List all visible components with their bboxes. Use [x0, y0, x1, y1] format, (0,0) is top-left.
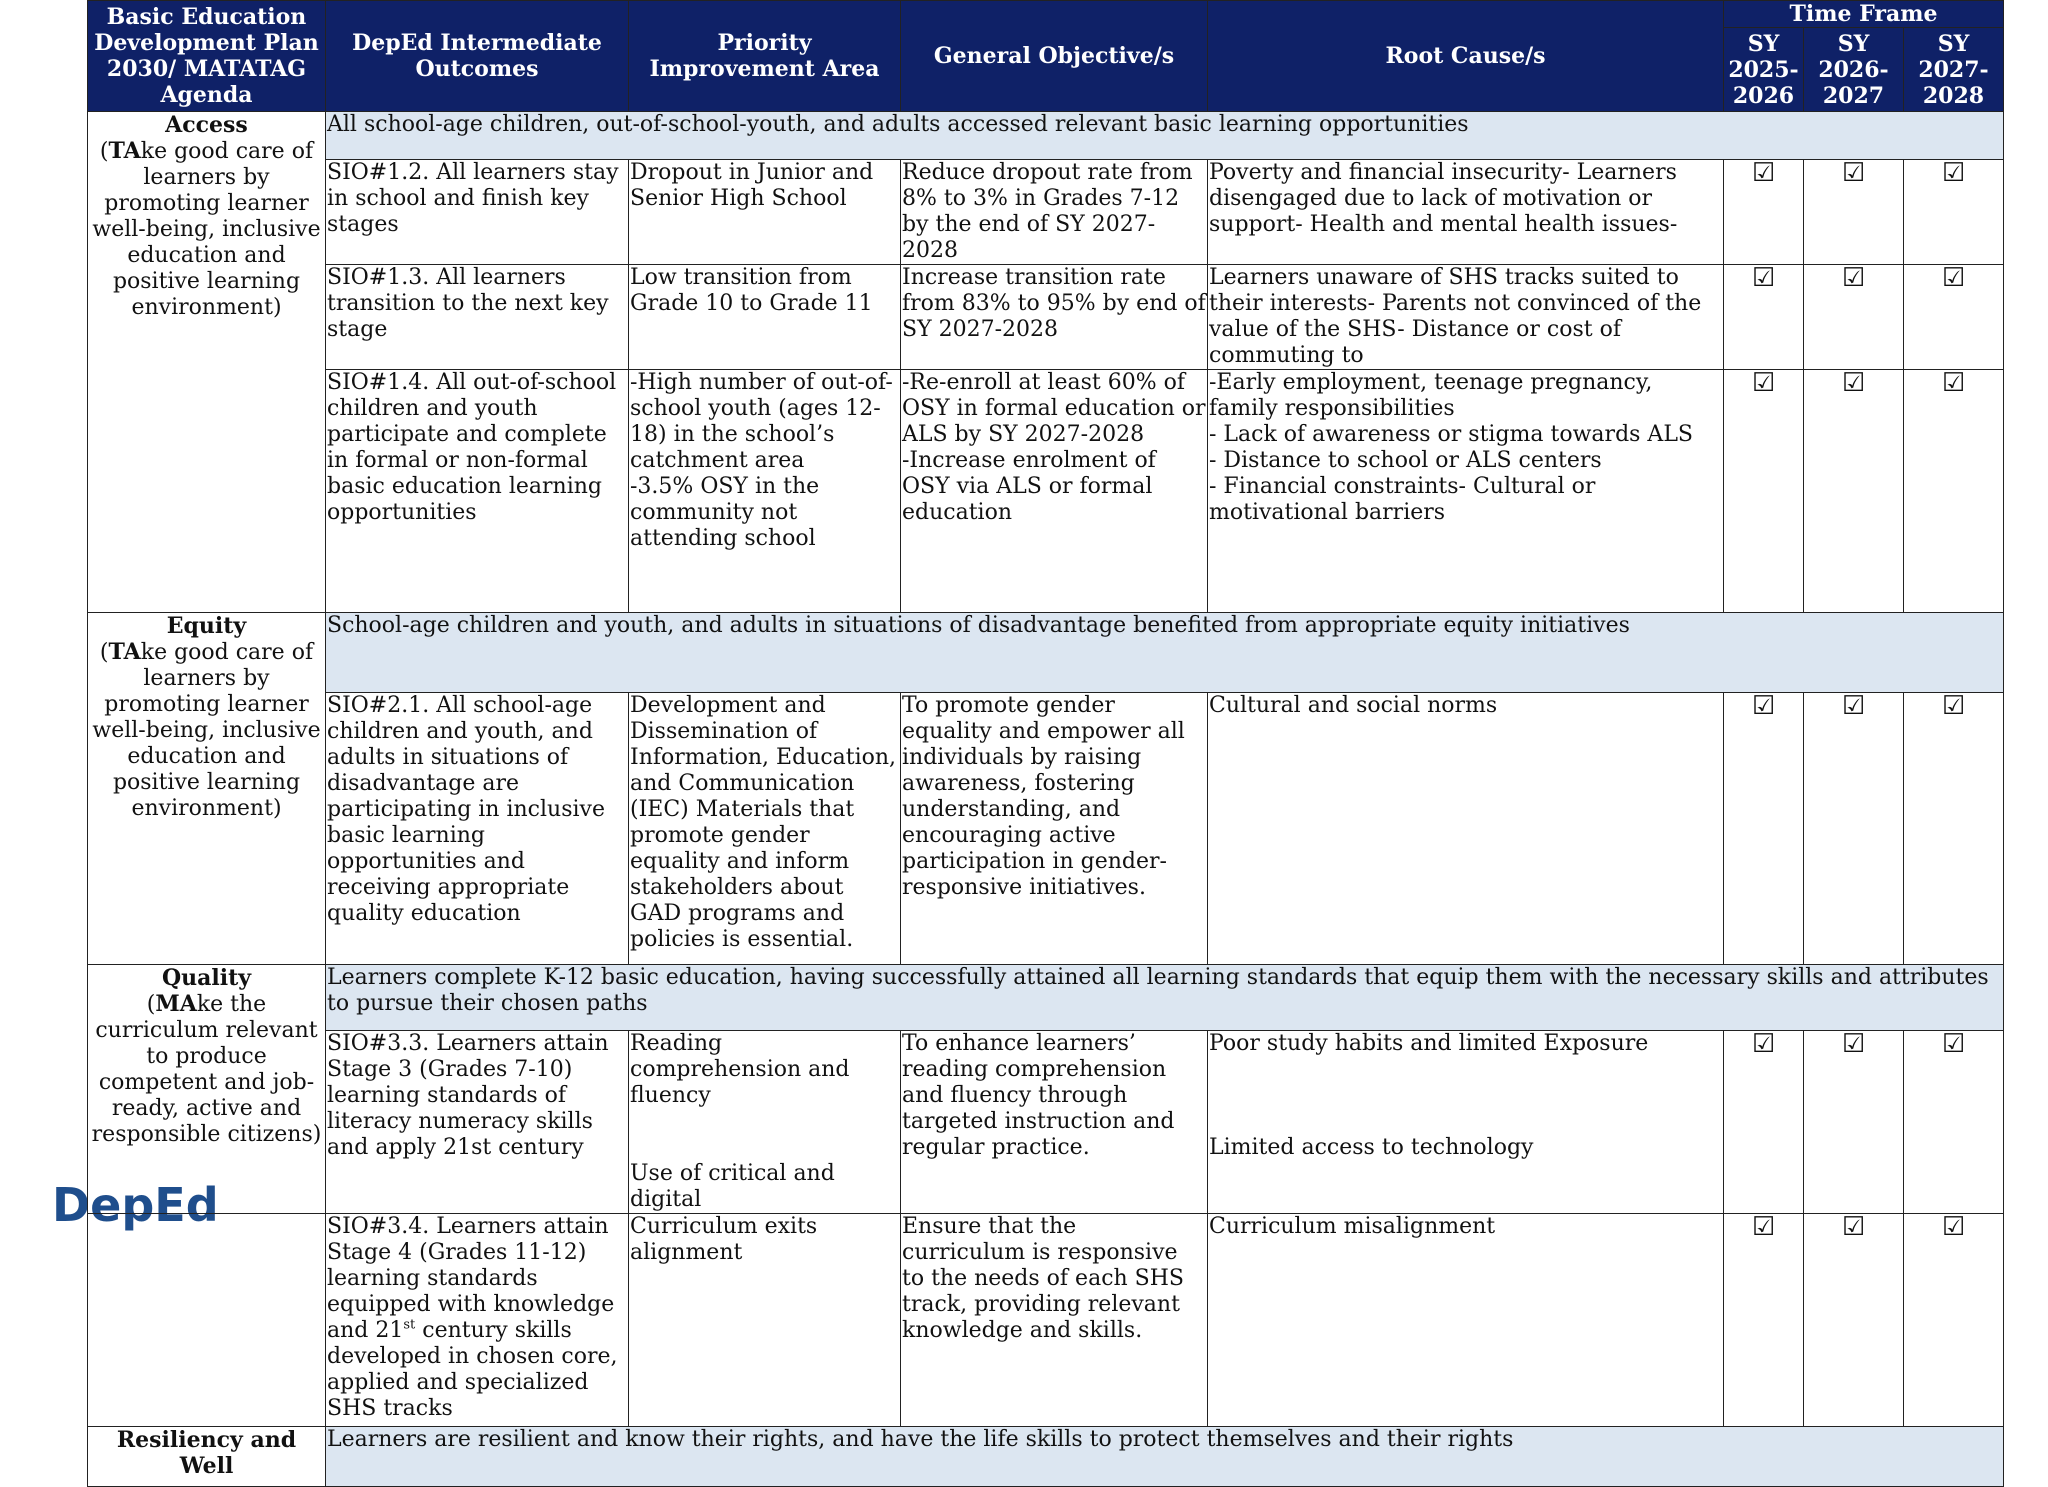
checkbox-icon: ☑	[1724, 265, 1804, 370]
header-plan: Basic Education Development Plan 2030/ MATATAG Agenda	[88, 1, 326, 112]
checkbox-icon: ☑	[1724, 370, 1804, 613]
pillar-description: ke the curriculum relevant to produce competent and job-ready, active and responsible citizens)	[91, 992, 322, 1147]
pillar-description: ke good care of learners by promoting learner well-being, inclusive education and positive learning environment)	[92, 139, 321, 320]
access-row2-root: Learners unaware of SHS tracks suited to their interests- Parents not convinced of the value of the SHS- Distance or cost of commuting to	[1208, 265, 1724, 370]
checkbox-icon: ☑	[1904, 265, 2004, 370]
header-year-1: SY 2025-2026	[1724, 28, 1804, 112]
access-row1-outcome: SIO#1.2. All learners stay in school and finish key stages	[326, 160, 629, 265]
header-year-2: SY 2026-2027	[1804, 28, 1904, 112]
checkbox-icon: ☑	[1904, 370, 2004, 613]
access-row1-objective: Reduce dropout rate from 8% to 3% in Grades 7-12 by the end of SY 2027-2028	[901, 160, 1208, 265]
header-year-3: SY 2027-2028	[1904, 28, 2004, 112]
access-row3-root: -Early employment, teenage pregnancy, family responsibilities - Lack of awareness or stigma towards ALS - Distance to school or ALS centers - Financial constraints- Cultural or motivational barriers	[1208, 370, 1724, 613]
pillar-name: Equity	[166, 613, 247, 639]
pillar-bold-prefix: TA	[108, 138, 141, 164]
quality-row2-pia: Curriculum exits alignment	[629, 1214, 901, 1427]
equity-goal: School-age children and youth, and adults in situations of disadvantage benefited from appropriate equity initiatives	[326, 613, 2004, 693]
checkbox-icon: ☑	[1724, 160, 1804, 265]
pillar-empty	[88, 1214, 326, 1427]
access-row3-pia: -High number of out-of-school youth (ages 12-18) in the school’s catchment area -3.5% OSY in the community not attending school	[629, 370, 901, 613]
quality-row1-objective: To enhance learners’ reading comprehension and fluency through targeted instruction and regular practice.	[901, 1031, 1208, 1214]
pillar-bold-prefix: TA	[108, 639, 141, 665]
pillar-access: Access (TAke good care of learners by promoting learner well-being, inclusive education and positive learning environment)	[88, 112, 326, 613]
access-row1-pia: Dropout in Junior and Senior High School	[629, 160, 901, 265]
access-row1-root: Poverty and financial insecurity- Learners disengaged due to lack of motivation or support- Health and mental health issues-	[1208, 160, 1724, 265]
header-time-frame: Time Frame	[1724, 1, 2004, 28]
access-row2-objective: Increase transition rate from 83% to 95% by end of SY 2027-2028	[901, 265, 1208, 370]
checkbox-icon: ☑	[1804, 160, 1904, 265]
quality-row2-root: Curriculum misalignment	[1208, 1214, 1724, 1427]
checkbox-icon: ☑	[1804, 1214, 1904, 1427]
quality-row1-outcome: SIO#3.3. Learners attain Stage 3 (Grades 7-10) learning standards of literacy numeracy skills and apply 21st century	[326, 1031, 629, 1214]
access-row3-objective: -Re-enroll at least 60% of OSY in formal education or ALS by SY 2027-2028 -Increase enrolment of OSY via ALS or formal education	[901, 370, 1208, 613]
pillar-resiliency	[88, 1427, 326, 1487]
access-row3-outcome: SIO#1.4. All out-of-school children and youth participate and complete in formal or non-formal basic education learning opportunities	[326, 370, 629, 613]
header-priority-area: Priority Improvement Area	[629, 1, 901, 112]
access-row2-pia: Low transition from Grade 10 to Grade 11	[629, 265, 901, 370]
equity-row1-outcome: SIO#2.1. All school-age children and youth, and adults in situations of disadvantage are participating in inclusive basic learning opportunities and receiving appropriate quality education	[326, 693, 629, 965]
quality-row1-pia: Reading comprehension and fluency Use of critical and digital	[629, 1031, 901, 1214]
quality-row2-outcome: SIO#3.4. Learners attain Stage 4 (Grades 11-12) learning standards equipped with knowledge and 21st century skills developed in chosen core, applied and specialized SHS tracks	[326, 1214, 629, 1427]
resiliency-goal: Learners are resilient and know their rights, and have the life skills to protect themselves and their rights	[326, 1427, 2004, 1487]
header-root-cause: Root Cause/s	[1208, 1, 1724, 112]
equity-row1-objective: To promote gender equality and empower all individuals by raising awareness, fostering understanding, and encouraging active participation in gender-responsive initiatives.	[901, 693, 1208, 965]
quality-goal: Learners complete K-12 basic education, having successfully attained all learning standards that equip them with the necessary skills and attributes to pursue their chosen paths	[326, 965, 2004, 1031]
access-goal: All school-age children, out-of-school-youth, and adults accessed relevant basic learning opportunities	[326, 112, 2004, 160]
checkbox-icon: ☑	[1804, 1031, 1904, 1214]
pillar-description: ke good care of learners by promoting learner well-being, inclusive education and positive learning environment)	[92, 640, 321, 821]
pillar-name: Resiliency and Well	[116, 1427, 297, 1479]
pillar-quality: Quality (MAke the curriculum relevant to produce competent and job-ready, active and responsible citizens)	[88, 965, 326, 1214]
education-plan-table	[87, 0, 2004, 1487]
pillar-name: Access	[165, 112, 248, 138]
equity-row1-pia: Development and Dissemination of Information, Education, and Communication (IEC) Materials that promote gender equality and inform stakeholders about GAD programs and policies is essential.	[629, 693, 901, 965]
deped-watermark-logo: DepEd	[52, 1178, 219, 1232]
checkbox-icon: ☑	[1724, 1031, 1804, 1214]
quality-row2-objective: Ensure that the curriculum is responsive to the needs of each SHS track, providing relevant knowledge and skills.	[901, 1214, 1208, 1427]
checkbox-icon: ☑	[1724, 693, 1804, 965]
pillar-name: Quality	[161, 965, 252, 991]
checkbox-icon: ☑	[1904, 1031, 2004, 1214]
pillar-bold-prefix: MA	[155, 991, 197, 1017]
header-objective: General Objective/s	[901, 1, 1208, 112]
checkbox-icon: ☑	[1804, 370, 1904, 613]
pillar-equity: Equity (TAke good care of learners by promoting learner well-being, inclusive education and positive learning environment)	[88, 613, 326, 965]
checkbox-icon: ☑	[1724, 1214, 1804, 1427]
checkbox-icon: ☑	[1904, 693, 2004, 965]
header-outcomes: DepEd Intermediate Outcomes	[326, 1, 629, 112]
checkbox-icon: ☑	[1904, 160, 2004, 265]
access-row2-outcome: SIO#1.3. All learners transition to the next key stage	[326, 265, 629, 370]
equity-row1-root: Cultural and social norms	[1208, 693, 1724, 965]
checkbox-icon: ☑	[1904, 1214, 2004, 1427]
checkbox-icon: ☑	[1804, 693, 1904, 965]
checkbox-icon: ☑	[1804, 265, 1904, 370]
quality-row1-root: Poor study habits and limited Exposure Limited access to technology	[1208, 1031, 1724, 1214]
